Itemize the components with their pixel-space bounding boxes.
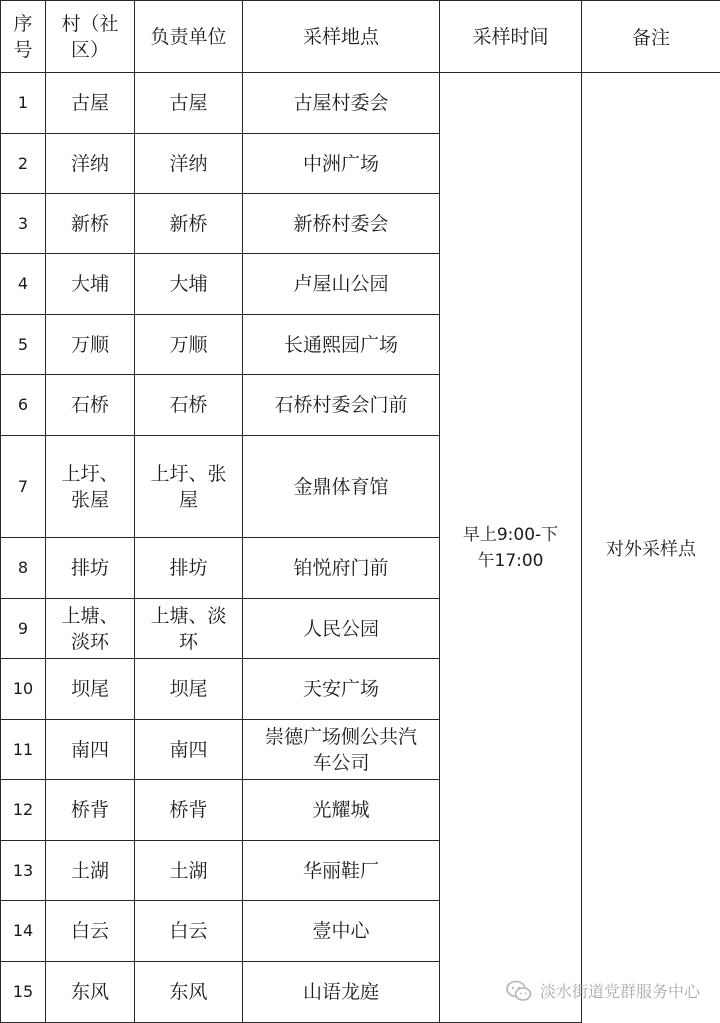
row-site: 石桥村委会门前 [243,375,440,436]
row-site: 壹中心 [243,901,440,962]
row-unit: 土湖 [135,841,243,901]
row-index: 6 [1,375,46,436]
wechat-icon [506,980,532,1002]
header-village: 村（社 区） [46,1,135,73]
row-village: 坝尾 [46,659,135,720]
row-village: 排坊 [46,538,135,599]
row-index: 12 [1,780,46,841]
row-site: 古屋村委会 [243,73,440,134]
row-unit: 万顺 [135,315,243,375]
row-village: 白云 [46,901,135,962]
row-site: 金鼎体育馆 [243,436,440,538]
row-site: 卢屋山公园 [243,254,440,315]
sampling-time-value: 早上9:00-下 午17:00 [440,73,582,1023]
row-index: 1 [1,73,46,134]
row-village: 东风 [46,962,135,1023]
row-unit: 坝尾 [135,659,243,720]
row-village: 新桥 [46,194,135,254]
row-site: 华丽鞋厂 [243,841,440,901]
header-index: 序 号 [1,1,46,73]
row-index: 15 [1,962,46,1023]
row-site: 光耀城 [243,780,440,841]
row-village: 土湖 [46,841,135,901]
header-note: 备注 [582,1,720,73]
row-index: 8 [1,538,46,599]
table-row [1,73,582,134]
row-unit: 古屋 [135,73,243,134]
row-village: 上塘、 淡环 [46,599,135,659]
header-unit: 负责单位 [135,1,243,73]
row-site: 铂悦府门前 [243,538,440,599]
row-village: 桥背 [46,780,135,841]
row-site: 山语龙庭 [243,962,440,1023]
row-site: 崇德广场侧公共汽 车公司 [243,720,440,780]
watermark [506,979,700,1002]
row-index: 2 [1,134,46,194]
row-site: 长通熙园广场 [243,315,440,375]
row-index: 7 [1,436,46,538]
row-village: 南四 [46,720,135,780]
row-unit: 石桥 [135,375,243,436]
table-header-row [1,1,582,73]
row-index: 3 [1,194,46,254]
row-village: 石桥 [46,375,135,436]
row-unit: 排坊 [135,538,243,599]
row-index: 10 [1,659,46,720]
watermark-text: 淡水街道党群服务中心 [539,982,700,1001]
row-index: 14 [1,901,46,962]
row-unit: 洋纳 [135,134,243,194]
row-unit: 上圩、张 屋 [135,436,243,538]
row-unit: 桥背 [135,780,243,841]
row-village: 上圩、 张屋 [46,436,135,538]
row-unit: 东风 [135,962,243,1023]
row-site: 新桥村委会 [243,194,440,254]
row-unit: 白云 [135,901,243,962]
row-site: 中洲广场 [243,134,440,194]
row-site: 天安广场 [243,659,440,720]
row-village: 洋纳 [46,134,135,194]
row-unit: 新桥 [135,194,243,254]
row-index: 11 [1,720,46,780]
row-unit: 上塘、淡 环 [135,599,243,659]
row-index: 13 [1,841,46,901]
header-site: 采样地点 [243,1,440,73]
row-village: 古屋 [46,73,135,134]
note-value: 对外采样点 [606,538,696,560]
row-index: 9 [1,599,46,659]
header-time: 采样时间 [440,1,582,73]
table-body [1,73,582,1023]
row-village: 大埔 [46,254,135,315]
row-unit: 南四 [135,720,243,780]
row-unit: 大埔 [135,254,243,315]
note-column [581,0,720,1022]
row-index: 4 [1,254,46,315]
row-index: 5 [1,315,46,375]
row-site: 人民公园 [243,599,440,659]
row-village: 万顺 [46,315,135,375]
